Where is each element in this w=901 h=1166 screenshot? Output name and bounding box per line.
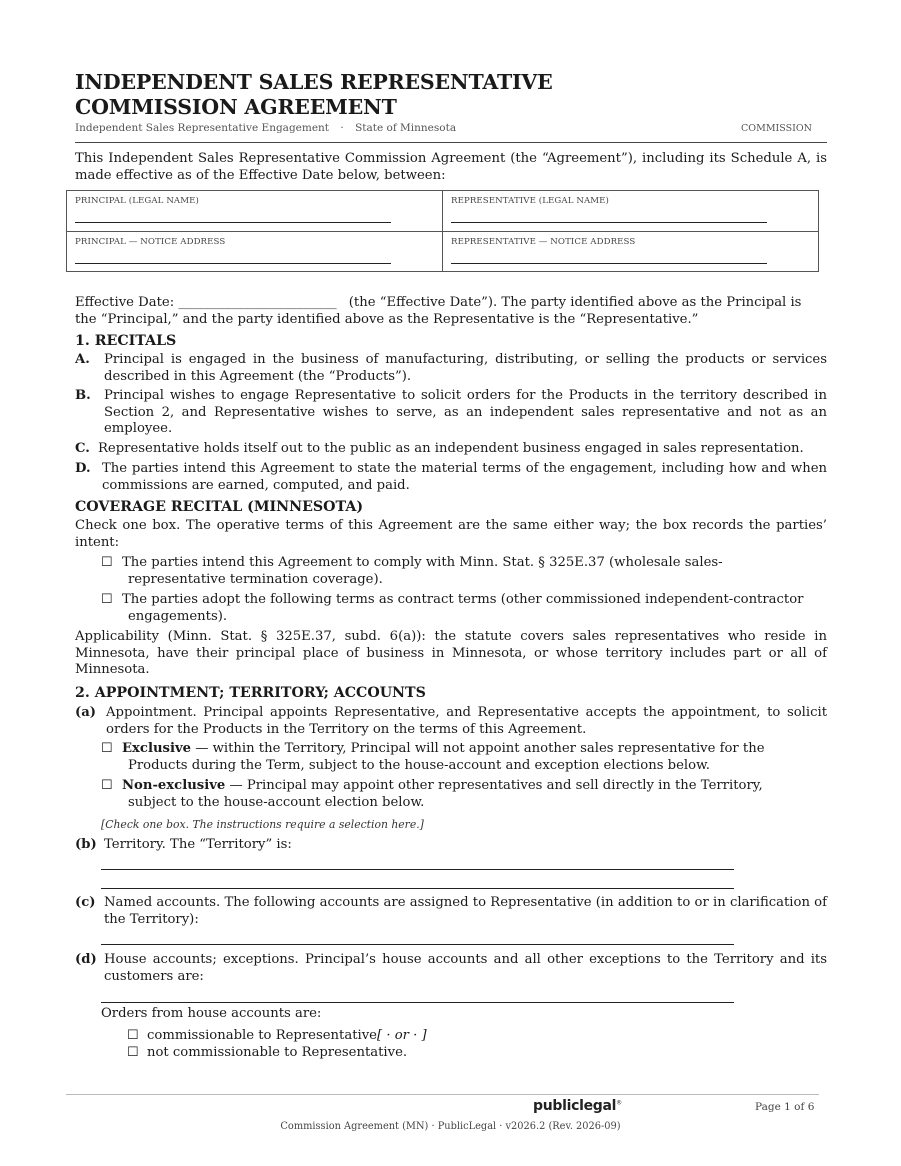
- document-subtitle: [75, 122, 812, 134]
- principal-name-cell[interactable]: [67, 191, 443, 232]
- house-accounts-line[interactable]: [101, 1002, 734, 1003]
- recital-c: C. Representative holds itself out to the public as an independent business engaged in sales representation.: [75, 441, 804, 456]
- representative-address-label: REPRESENTATIVE — NOTICE ADDRESS: [451, 236, 636, 247]
- engagement-label: Independent Sales Representative Engagement: [75, 122, 330, 134]
- document-title: INDEPENDENT SALES REPRESENTATIVE COMMISSION AGREEMENT: [75, 70, 553, 119]
- effective-date-field[interactable]: Effective Date: ________________________: [75, 295, 337, 310]
- recital-a: A. Principal is engaged in the business of manufacturing, distributing, or selling the products or services described in this Agreement (the “Products”).: [75, 352, 827, 384]
- checkbox-icon[interactable]: ☐: [127, 1028, 139, 1043]
- intro-paragraph: This Independent Sales Representative Commission Agreement (the “Agreement”), including its Schedule A, is made effective as of the Effective Date below, between:: [75, 151, 827, 183]
- version-line: Commission Agreement (MN) · PublicLegal · v2026.2 (Rev. 2026-09): [280, 1121, 621, 1132]
- selection-note: [Check one box. The instructions require a selection here.]: [101, 818, 424, 831]
- representative-name-label: REPRESENTATIVE (LEGAL NAME): [451, 196, 609, 206]
- checkbox-icon[interactable]: ☐: [101, 555, 113, 570]
- or-note: [ · or · ]: [376, 1028, 427, 1043]
- principal-address-field[interactable]: [75, 263, 391, 264]
- doc-type-label: COMMISSION: [741, 123, 812, 134]
- named-accounts-line[interactable]: [101, 944, 734, 945]
- orders-not-commissionable-option[interactable]: ☐ not commissionable to Representative.: [127, 1045, 408, 1060]
- representative-name-field[interactable]: [451, 222, 767, 223]
- representative-address-cell[interactable]: [443, 231, 819, 272]
- coverage-option-comply[interactable]: ☐ The parties intend this Agreement to comply with Minn. Stat. § 325E.37 (wholesale sales- representative termination coverage).: [101, 555, 723, 587]
- checkbox-icon[interactable]: ☐: [101, 778, 113, 793]
- representative-address-field[interactable]: [451, 263, 767, 264]
- separator: ·: [340, 122, 344, 134]
- clause-2a: (a) Appointment. Principal appoints Representative, and Representative accepts the appointment, to solicit orders for the Products in the Territory on the terms of this Agreement.: [75, 705, 827, 737]
- representative-name-cell[interactable]: [443, 191, 819, 232]
- territory-line-1[interactable]: [101, 869, 734, 870]
- coverage-heading: COVERAGE RECITAL (MINNESOTA): [75, 499, 364, 515]
- territory-line-2[interactable]: [101, 888, 734, 889]
- orders-intro: Orders from house accounts are:: [101, 1006, 322, 1021]
- clause-2c: (c) Named accounts. The following accounts are assigned to Representative (in addition to or in clarification of the Territory):: [75, 895, 827, 927]
- recital-d: D. The parties intend this Agreement to state the material terms of the engagement, including how and when commissions are earned, computed, and paid.: [75, 461, 827, 493]
- page-number: Page 1 of 6: [755, 1101, 815, 1113]
- effective-date-paragraph: Effective Date: ________________________ (the “Effective Date”). The party identified above as the Principal is the “Principal,” and the party identified above as the Representative is the “Representative.”: [75, 295, 802, 327]
- principal-address-cell[interactable]: [67, 231, 443, 272]
- exclusive-option[interactable]: ☐ Exclusive — within the Territory, Principal will not appoint another sales representative for the Products during the Term, subject to the house-account and exception elections below.: [101, 741, 765, 773]
- recital-b: B. Principal wishes to engage Representative to solicit orders for the Products in the territory described in Section 2, and Representative wishes to serve, as an independent sales representative and not as an employee.: [75, 388, 827, 436]
- checkbox-icon[interactable]: ☐: [127, 1045, 139, 1060]
- parties-table: [66, 190, 819, 272]
- coverage-option-contract-terms[interactable]: ☐ The parties adopt the following terms as contract terms (other commissioned independent-contractor engagements).: [101, 592, 804, 624]
- clause-2d: (d) House accounts; exceptions. Principal’s house accounts and all other exceptions to the Territory and its customers are:: [75, 952, 827, 984]
- applicability-paragraph: Applicability (Minn. Stat. § 325E.37, subd. 6(a)): the statute covers sales representatives who reside in Minnesota, have their principal place of business in Minnesota, or whose territory includes part or all of Minnesota.: [75, 629, 827, 677]
- principal-name-label: PRINCIPAL (LEGAL NAME): [75, 196, 199, 206]
- state-label: State of Minnesota: [355, 122, 457, 134]
- principal-address-label: PRINCIPAL — NOTICE ADDRESS: [75, 236, 226, 247]
- clause-2b: (b) Territory. The “Territory” is:: [75, 837, 292, 852]
- header-rule: [75, 142, 827, 143]
- publiclegal-logo: publiclegal®: [533, 1098, 622, 1114]
- section2-heading: 2. APPOINTMENT; TERRITORY; ACCOUNTS: [75, 685, 426, 701]
- coverage-instruction: Check one box. The operative terms of this Agreement are the same either way; the box records the parties’ intent:: [75, 518, 827, 550]
- footer-rule: [66, 1094, 819, 1095]
- recitals-heading: 1. RECITALS: [75, 333, 177, 349]
- orders-commissionable-option[interactable]: ☐ commissionable to Representative[ · or · ]: [127, 1028, 427, 1043]
- checkbox-icon[interactable]: ☐: [101, 741, 113, 756]
- principal-name-field[interactable]: [75, 222, 391, 223]
- checkbox-icon[interactable]: ☐: [101, 592, 113, 607]
- nonexclusive-option[interactable]: ☐ Non-exclusive — Principal may appoint other representatives and sell directly in the Territory, subject to the house-account election below.: [101, 778, 763, 810]
